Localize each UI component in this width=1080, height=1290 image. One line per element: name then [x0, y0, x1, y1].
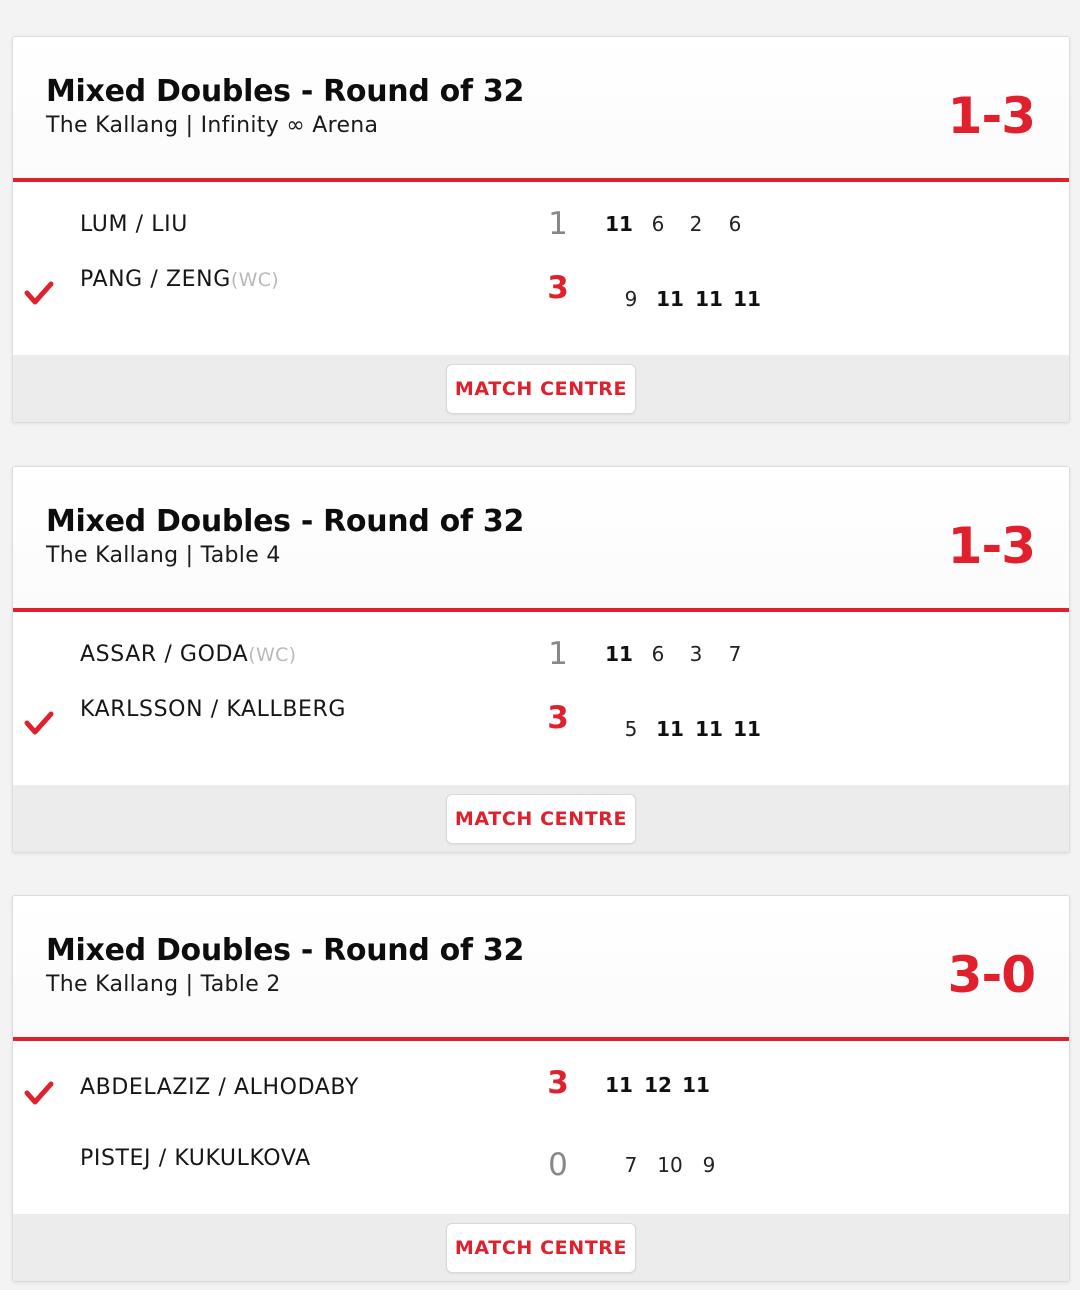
match-card — [12, 466, 1070, 853]
event-title: Mixed Doubles - Round of 32 — [46, 504, 525, 539]
venue: The Kallang | Table 4 — [46, 543, 281, 568]
sets-won: 1 — [548, 636, 568, 672]
game-score: 11 — [605, 212, 633, 236]
match-centre-button[interactable]: MATCH CENTRE — [446, 794, 636, 844]
match-centre-button[interactable]: MATCH CENTRE — [446, 1223, 636, 1273]
wildcard-tag: (WC) — [230, 269, 279, 291]
game-score: 7 — [728, 642, 742, 666]
match-footer — [13, 1214, 1069, 1281]
venue: The Kallang | Infinity ∞ Arena — [46, 113, 379, 138]
sets-won: 3 — [547, 1065, 569, 1101]
team-rows — [13, 612, 1069, 785]
game-score: 11 — [695, 287, 723, 311]
game-score: 11 — [682, 1073, 710, 1097]
game-score: 11 — [733, 287, 761, 311]
team-rows — [13, 182, 1069, 355]
game-score: 10 — [657, 1153, 683, 1177]
match-card — [12, 895, 1070, 1282]
team-row — [13, 1139, 1069, 1199]
event-title: Mixed Doubles - Round of 32 — [46, 74, 525, 109]
game-score: 11 — [695, 717, 723, 741]
match-centre-button[interactable]: MATCH CENTRE — [446, 364, 636, 414]
match-score: 1-3 — [947, 517, 1035, 575]
game-score: 6 — [728, 212, 742, 236]
match-footer — [13, 355, 1069, 422]
game-score: 2 — [689, 212, 703, 236]
team-row — [13, 628, 1069, 688]
match-footer — [13, 785, 1069, 852]
game-score: 7 — [624, 1153, 638, 1177]
game-score: 9 — [624, 287, 638, 311]
team-row — [13, 198, 1069, 258]
team-name: ABDELAZIZ / ALHODABY — [80, 1075, 359, 1100]
team-row — [13, 267, 1069, 333]
team-name: ASSAR / GODA(WC) — [80, 642, 297, 667]
team-name: PISTEJ / KUKULKOVA — [80, 1146, 311, 1171]
team-rows — [13, 1041, 1069, 1214]
sets-won: 0 — [548, 1147, 568, 1183]
team-row — [13, 1063, 1069, 1123]
sets-won: 3 — [547, 270, 569, 306]
match-header — [13, 37, 1069, 182]
match-score: 3-0 — [947, 946, 1035, 1004]
team-name: LUM / LIU — [80, 212, 188, 237]
match-card — [12, 36, 1070, 423]
team-name: PANG / ZENG(WC) — [80, 267, 279, 292]
winner-check-icon — [23, 1077, 55, 1109]
wildcard-tag: (WC) — [248, 644, 297, 666]
match-score: 1-3 — [947, 87, 1035, 145]
event-title: Mixed Doubles - Round of 32 — [46, 933, 525, 968]
game-score: 6 — [651, 642, 665, 666]
team-row — [13, 697, 1069, 763]
game-score: 6 — [651, 212, 665, 236]
game-score: 9 — [702, 1153, 716, 1177]
game-score: 12 — [644, 1073, 672, 1097]
winner-check-icon — [23, 707, 55, 739]
game-score: 3 — [689, 642, 703, 666]
sets-won: 3 — [547, 700, 569, 736]
winner-check-icon — [23, 277, 55, 309]
game-score: 11 — [656, 287, 684, 311]
game-score: 11 — [656, 717, 684, 741]
game-score: 11 — [605, 1073, 633, 1097]
match-header — [13, 467, 1069, 612]
game-score: 5 — [624, 717, 638, 741]
venue: The Kallang | Table 2 — [46, 972, 281, 997]
game-score: 11 — [733, 717, 761, 741]
game-score: 11 — [605, 642, 633, 666]
team-name: KARLSSON / KALLBERG — [80, 697, 347, 722]
match-header — [13, 896, 1069, 1041]
sets-won: 1 — [548, 206, 568, 242]
